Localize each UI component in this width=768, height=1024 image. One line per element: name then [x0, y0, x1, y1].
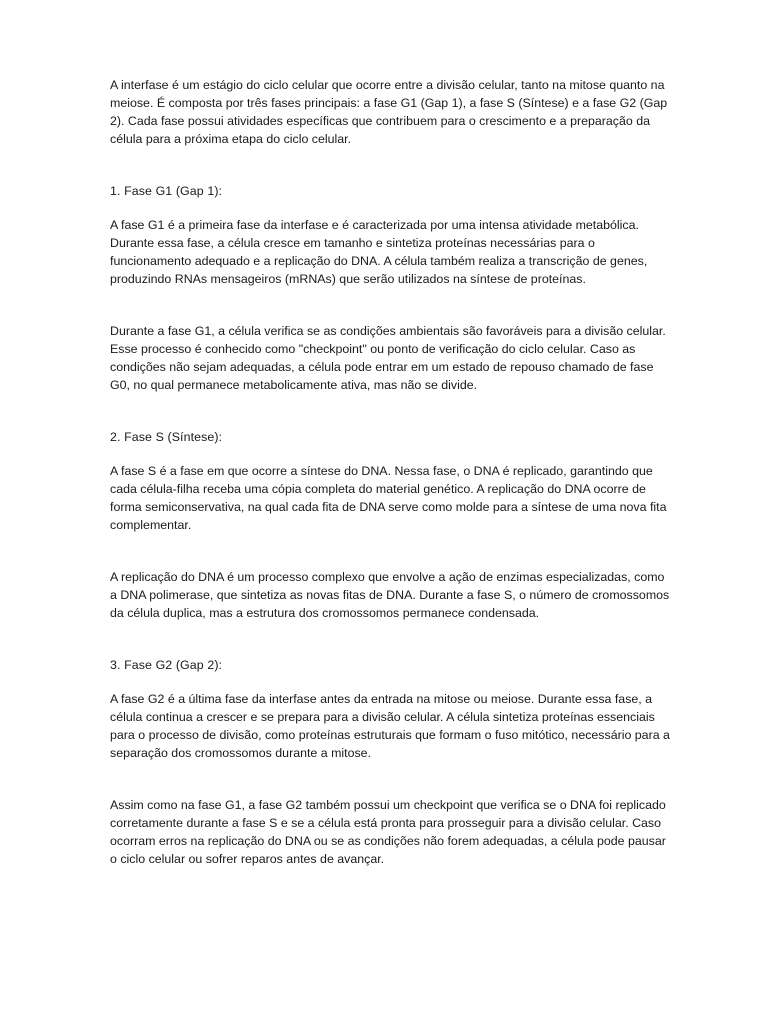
intro-paragraph: A interfase é um estágio do ciclo celular que ocorre entre a divisão celular, tanto na mitose quanto na meiose. É composta por três fases principais: a fase G1 (Gap 1), a fase S (Síntese) e a fase G2 (Gap 2). Cada fase possui atividades específicas que contribuem para o crescimento e a preparação da célula para a próxima etapa do ciclo celular. — [110, 78, 668, 146]
paragraph-g2-2: Assim como na fase G1, a fase G2 também possui um checkpoint que verifica se o DNA foi replicado corretamente durante a fase S e se a célula está pronta para prosseguir para a divisão celular. Caso ocorram erros na replicação do DNA ou se as condições não forem adequadas, a célula pode pausar o ciclo celular ou sofrer reparos antes de avançar. — [110, 798, 666, 866]
section-heading-g2: 3. Fase G2 (Gap 2): — [110, 658, 223, 672]
paragraph-s-2: A replicação do DNA é um processo complexo que envolve a ação de enzimas especializadas, como a DNA polimerase, que sintetiza as novas fitas de DNA. Durante a fase S, o número de cromossomos da célula duplica, mas a estrutura dos cromossomos permanece condensada. — [110, 570, 670, 620]
paragraph-s-1: A fase S é a fase em que ocorre a síntese do DNA. Nessa fase, o DNA é replicado, garantindo que cada célula-filha receba uma cópia completa do material genético. A replicação do DNA ocorre de forma semiconservativa, na qual cada fita de DNA serve como molde para a síntese de uma nova fita complementar. — [110, 464, 667, 532]
paragraph-g1-1: A fase G1 é a primeira fase da interfase e é caracterizada por uma intensa atividade metabólica. Durante essa fase, a célula cresce em tamanho e sintetiza proteínas necessárias para o funcionamento adequado e a replicação do DNA. A célula também realiza a transcrição de genes, produzindo RNAs mensageiros (mRNAs) que serão utilizados na síntese de proteínas. — [110, 218, 648, 286]
paragraph-g1-2: Durante a fase G1, a célula verifica se as condições ambientais são favoráveis para a divisão celular. Esse processo é conhecido como "checkpoint" ou ponto de verificação do ciclo celular. Caso as condições não sejam adequadas, a célula pode entrar em um estado de repouso chamado de fase G0, no qual permanece metabolicamente ativa, mas não se divide. — [110, 324, 666, 392]
section-heading-g1: 1. Fase G1 (Gap 1): — [110, 184, 223, 198]
paragraph-g2-1: A fase G2 é a última fase da interfase antes da entrada na mitose ou meiose. Durante essa fase, a célula continua a crescer e se prepara para a divisão celular. A célula sintetiza proteínas essenciais para o processo de divisão, como proteínas estruturais que formam o fuso mitótico, necessário para a separação dos cromossomos durante a mitose. — [110, 692, 670, 760]
document-page — [110, 76, 670, 868]
section-heading-s: 2. Fase S (Síntese): — [110, 430, 223, 444]
